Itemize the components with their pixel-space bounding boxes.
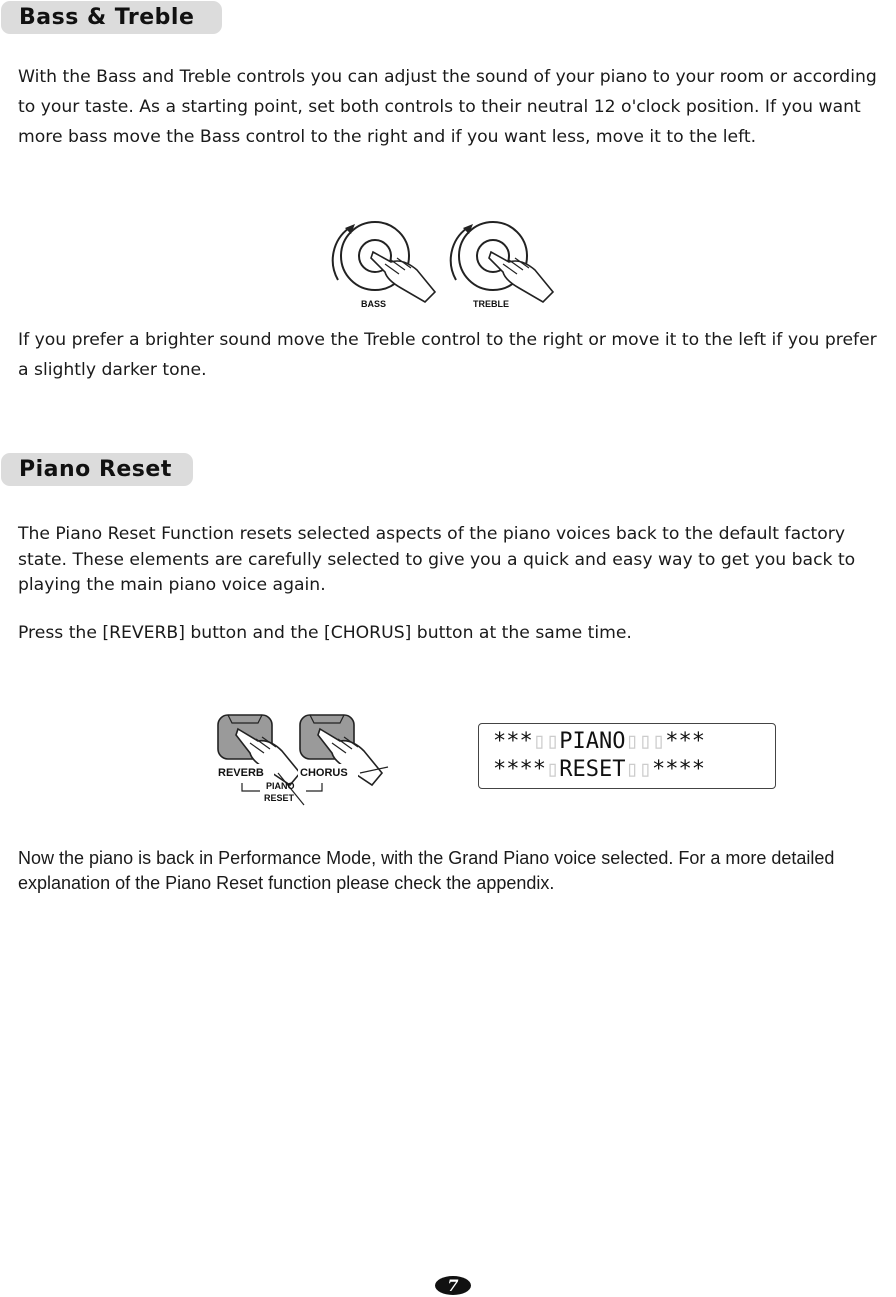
section-title-piano-reset: Piano Reset — [1, 453, 193, 486]
combo-label-line2: RESET — [264, 793, 295, 803]
section-title-bass-treble: Bass & Treble — [1, 1, 222, 34]
bass-treble-knobs-figure — [325, 218, 575, 312]
lcd-pad: ▯ — [545, 757, 560, 782]
lcd-row2-left: **** — [493, 757, 546, 782]
lcd-row2-text: RESET — [559, 757, 626, 782]
lcd-row-2 — [493, 758, 705, 782]
reverb-chorus-buttons-figure — [214, 713, 404, 807]
hand-icon — [371, 252, 435, 302]
knob-label-bass: BASS — [361, 299, 387, 309]
piano-reset-paragraph-1: The Piano Reset Function resets selected aspects of the piano voices back to the default factory state. These elements are carefully selected to give you a quick and easy way to get you back to playing the main piano voice again. — [18, 524, 856, 595]
bass-treble-paragraph-1: With the Bass and Treble controls you can adjust the sound of your piano to your room or according to your taste. As a starting point, set both controls to their neutral 12 o'clock position. If you want more bass move the Bass control to the right and if you want less, move it to the left. — [18, 67, 877, 147]
lcd-row-1 — [493, 730, 705, 754]
button-label-reverb: REVERB — [218, 767, 264, 779]
bass-treble-paragraph-2: If you prefer a brighter sound move the Treble control to the right or move it to the left if you prefer a slightly darker tone. — [18, 330, 877, 380]
combo-label-line1: PIANO — [266, 781, 295, 791]
lcd-pad: ▯▯ — [532, 729, 560, 754]
lcd-pad: ▯▯ — [625, 757, 652, 782]
button-label-chorus: CHORUS — [300, 767, 348, 779]
lcd-row1-right: *** — [665, 729, 705, 754]
hand-icon — [489, 252, 553, 302]
lcd-display — [478, 723, 776, 789]
knob-label-treble: TREBLE — [473, 299, 509, 309]
lcd-pad: ▯▯▯ — [625, 729, 666, 754]
lcd-row2-right: **** — [651, 757, 705, 782]
page-number: 7 — [435, 1276, 471, 1295]
lcd-row1-left: *** — [493, 729, 533, 754]
piano-reset-paragraph-2: Press the [REVERB] button and the [CHORUS] button at the same time. — [18, 623, 632, 643]
piano-reset-paragraph-3: Now the piano is back in Performance Mode, with the Grand Piano voice selected. For a more detailed explanation of the Piano Reset function please check the appendix. — [18, 848, 835, 893]
lcd-row1-text: PIANO — [559, 729, 626, 754]
